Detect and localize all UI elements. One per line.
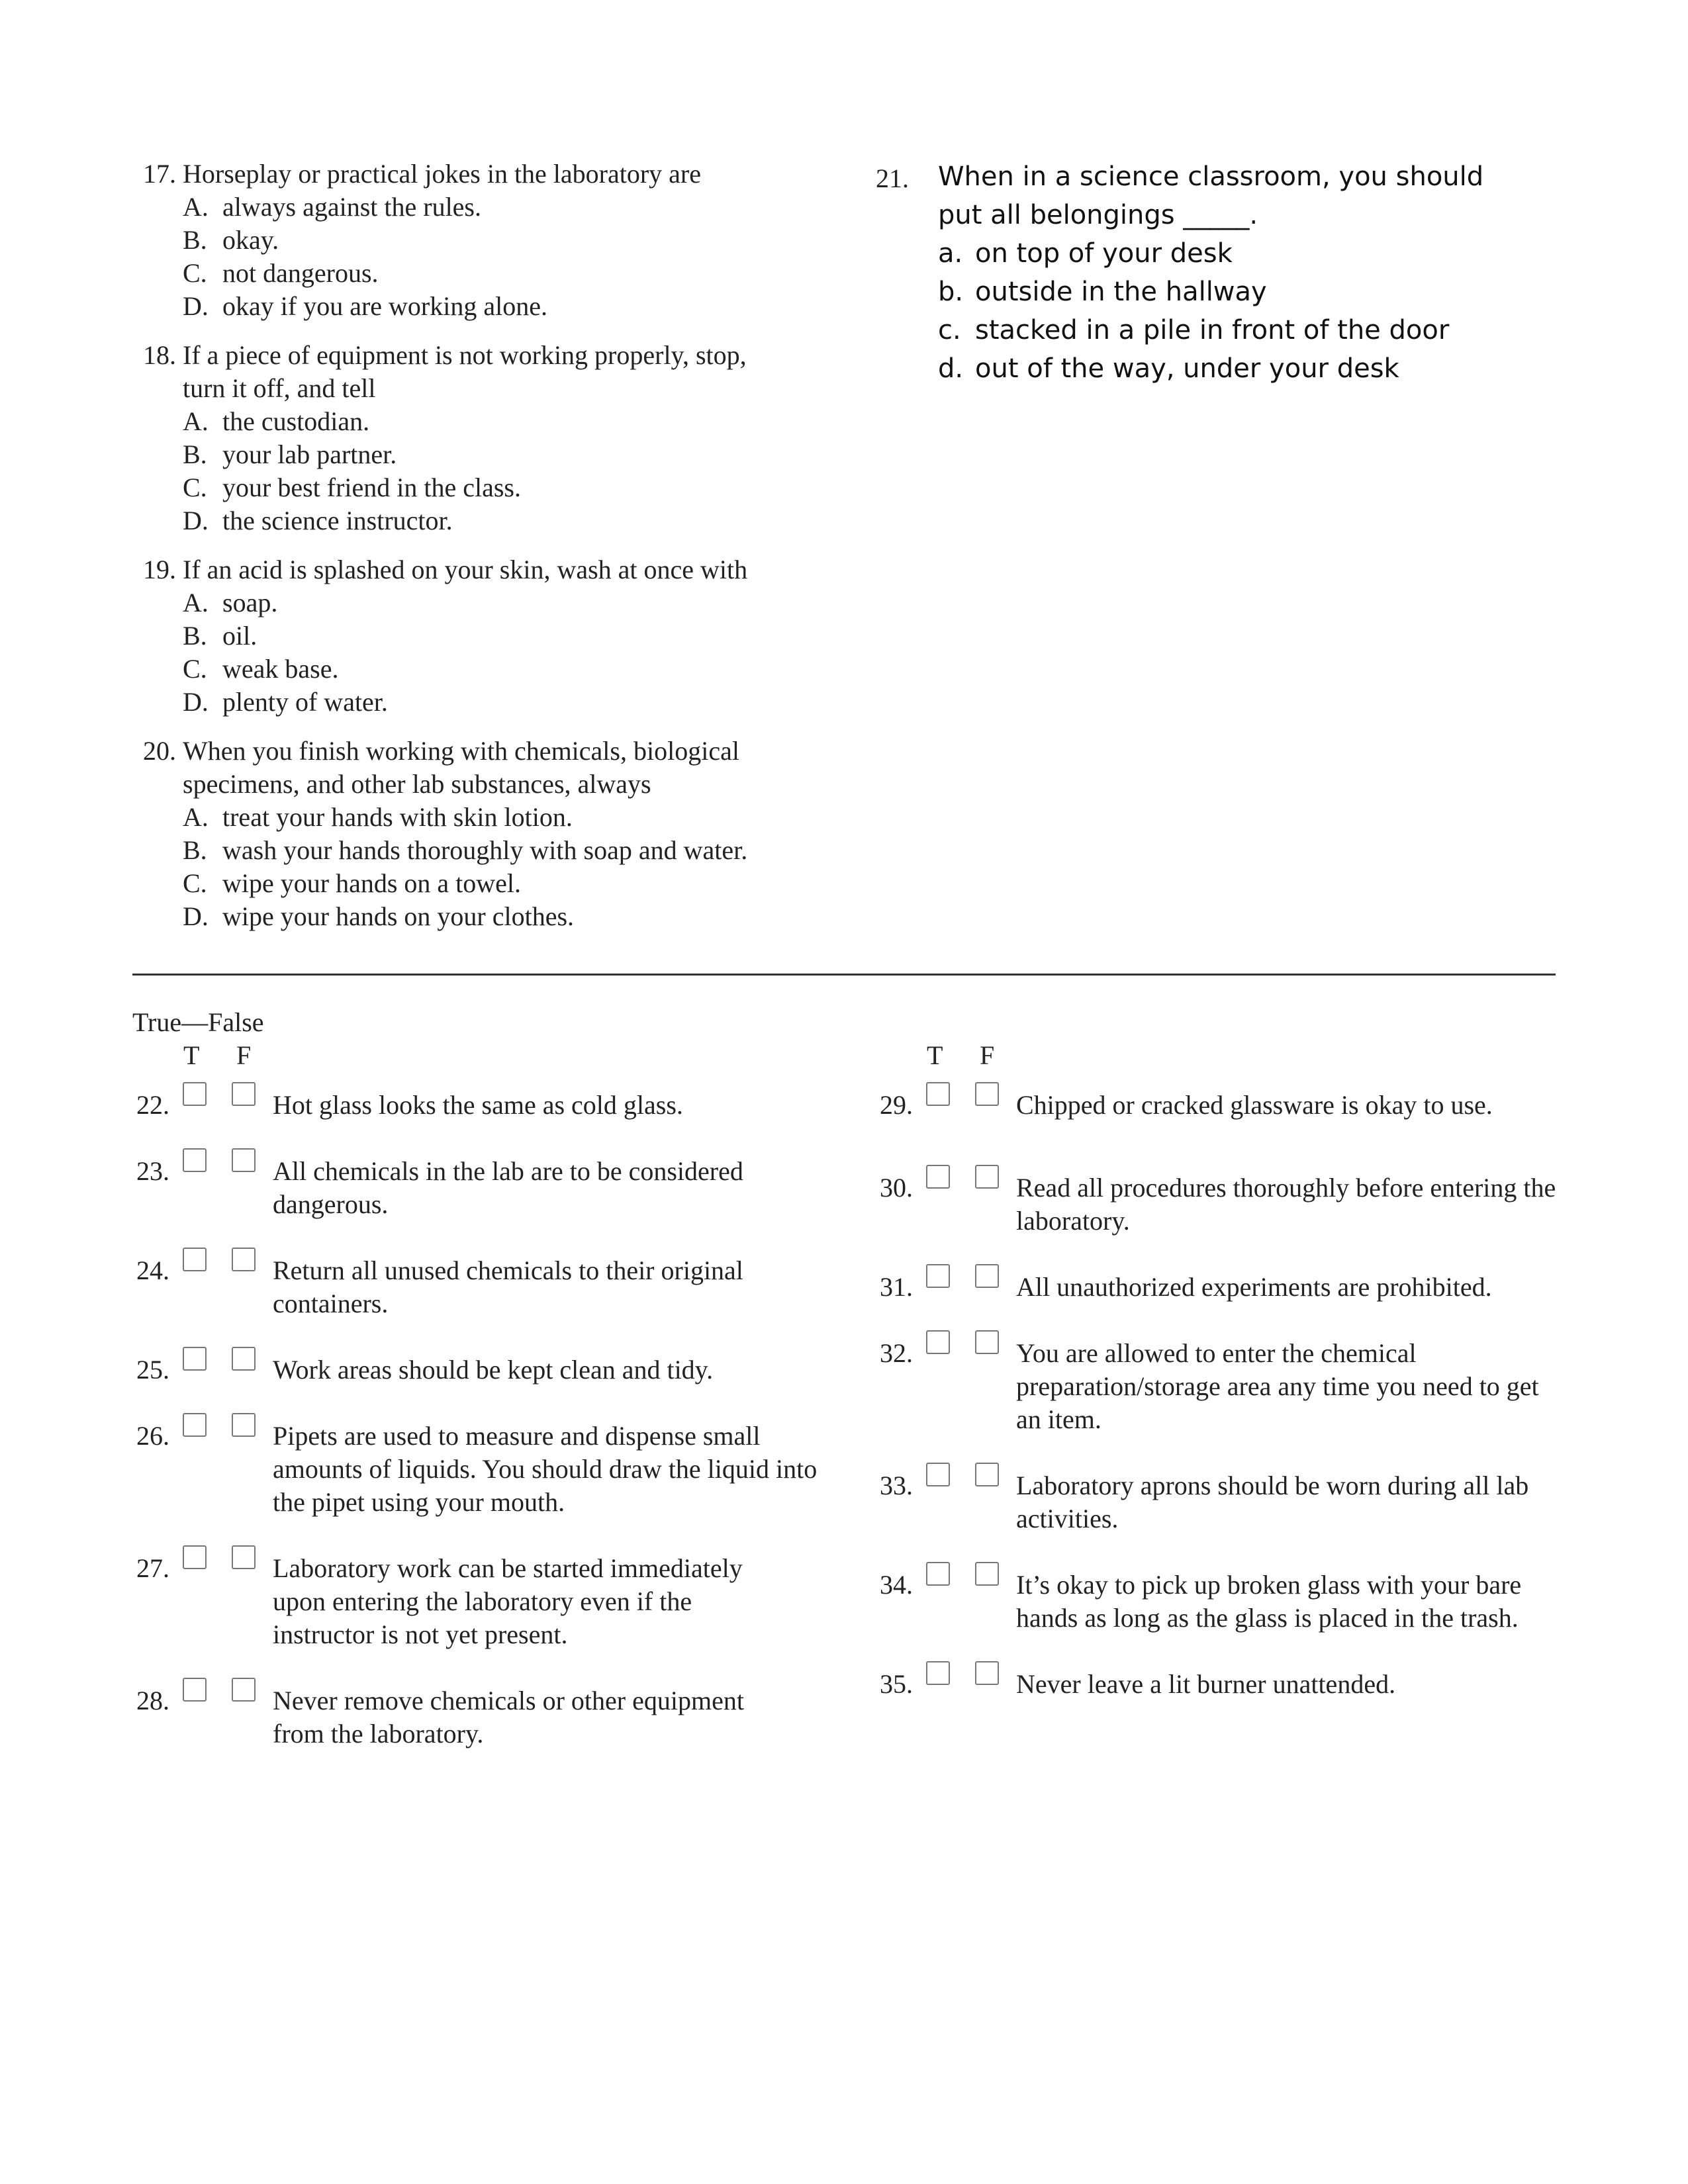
option-letter: d.	[938, 353, 964, 384]
false-checkbox[interactable]	[232, 1413, 256, 1437]
option-letter: A.	[183, 192, 209, 222]
option-text: not dangerous.	[222, 258, 379, 288]
option-text: wipe your hands on your clothes.	[222, 901, 575, 931]
false-checkbox[interactable]	[975, 1082, 999, 1106]
option-letter: a.	[938, 238, 963, 269]
option-letter: C.	[183, 473, 207, 502]
question-number: 18.	[143, 340, 176, 370]
option-letter: D.	[183, 291, 209, 321]
option-letter: A.	[183, 588, 209, 617]
false-checkbox[interactable]	[975, 1330, 999, 1354]
statement-text: It’s okay to pick up broken glass with your bare hands as long as the glass is placed in the trash.	[1016, 1570, 1522, 1633]
option-text: oil.	[222, 621, 258, 651]
statement-text: Pipets are used to measure and dispense small amounts of liquids. You should draw the liquid into the pipet using your mouth.	[273, 1421, 818, 1517]
question-number: 21.	[876, 163, 909, 193]
option-letter: B.	[183, 439, 207, 469]
question-number: 17.	[143, 159, 176, 189]
statement-text: Hot glass looks the same as cold glass.	[273, 1090, 683, 1120]
true-false-title: True—False	[132, 1007, 264, 1037]
false-checkbox[interactable]	[232, 1148, 256, 1172]
false-checkbox[interactable]	[232, 1678, 256, 1702]
option-letter: C.	[183, 654, 207, 684]
false-checkbox[interactable]	[975, 1661, 999, 1685]
question-19	[132, 553, 834, 719]
option-letter: b.	[938, 277, 964, 307]
true-checkbox[interactable]	[926, 1082, 950, 1106]
question-stem: If an acid is splashed on your skin, wash at once with	[183, 555, 748, 584]
true-checkbox[interactable]	[926, 1463, 950, 1486]
option-text: wash your hands thoroughly with soap and water.	[222, 835, 748, 865]
statement-text: Never leave a lit burner unattended.	[1016, 1669, 1396, 1699]
true-checkbox[interactable]	[926, 1661, 950, 1685]
true-checkbox[interactable]	[183, 1413, 207, 1437]
question-number: 26.	[136, 1421, 169, 1451]
option-letter: D.	[183, 901, 209, 931]
false-checkbox[interactable]	[232, 1545, 256, 1569]
option-text: outside in the hallway	[975, 277, 1267, 307]
statement-text: All unauthorized experiments are prohibited.	[1016, 1272, 1492, 1302]
option-text: plenty of water.	[222, 687, 388, 717]
option-letter: C.	[183, 258, 207, 288]
option-letter: A.	[183, 802, 209, 832]
false-checkbox[interactable]	[975, 1463, 999, 1486]
question-number: 30.	[880, 1173, 913, 1203]
question-18	[132, 339, 834, 537]
true-checkbox[interactable]	[926, 1165, 950, 1189]
false-checkbox[interactable]	[975, 1165, 999, 1189]
option-letter: c.	[938, 315, 961, 345]
option-text: your best friend in the class.	[222, 473, 521, 502]
question-stem: Horseplay or practical jokes in the laboratory are	[183, 159, 702, 189]
option-text: always against the rules.	[222, 192, 481, 222]
true-checkbox[interactable]	[183, 1545, 207, 1569]
statement-text: Return all unused chemicals to their original containers.	[273, 1255, 743, 1318]
question-number: 27.	[136, 1553, 169, 1583]
option-text: on top of your desk	[975, 238, 1233, 269]
true-checkbox[interactable]	[183, 1148, 207, 1172]
true-checkbox[interactable]	[183, 1347, 207, 1371]
option-text: the custodian.	[222, 406, 370, 436]
option-text: wipe your hands on a towel.	[222, 868, 522, 898]
true-checkbox[interactable]	[183, 1082, 207, 1106]
false-checkbox[interactable]	[975, 1562, 999, 1586]
multiple-choice-section	[132, 158, 834, 949]
true-checkbox[interactable]	[926, 1330, 950, 1354]
false-header: F	[236, 1040, 252, 1070]
question-number: 20.	[143, 736, 176, 766]
option-letter: D.	[183, 506, 209, 535]
option-text: okay.	[222, 225, 279, 255]
section-divider	[132, 974, 1556, 976]
question-number: 25.	[136, 1355, 169, 1385]
question-stem: If a piece of equipment is not working properly, stop, turn it off, and tell	[183, 340, 747, 403]
statement-text: Never remove chemicals or other equipment from the laboratory.	[273, 1686, 744, 1749]
question-number: 32.	[880, 1338, 913, 1368]
question-number: 31.	[880, 1272, 913, 1302]
false-header: F	[980, 1040, 995, 1070]
statement-text: Read all procedures thoroughly before entering the laboratory.	[1016, 1173, 1556, 1236]
statement-text: Chipped or cracked glassware is okay to use.	[1016, 1090, 1493, 1120]
statement-text: Laboratory work can be started immediately upon entering the laboratory even if the instructor is not yet present.	[273, 1553, 743, 1649]
question-number: 23.	[136, 1156, 169, 1186]
false-checkbox[interactable]	[975, 1264, 999, 1288]
true-header: T	[927, 1040, 943, 1070]
option-text: out of the way, under your desk	[975, 353, 1399, 384]
option-text: the science instructor.	[222, 506, 453, 535]
statement-text: Laboratory aprons should be worn during all lab activities.	[1016, 1471, 1529, 1533]
question-number: 33.	[880, 1471, 913, 1500]
false-checkbox[interactable]	[232, 1082, 256, 1106]
option-text: weak base.	[222, 654, 339, 684]
true-checkbox[interactable]	[183, 1678, 207, 1702]
option-letter: C.	[183, 868, 207, 898]
question-number: 35.	[880, 1669, 913, 1699]
question-number: 24.	[136, 1255, 169, 1285]
true-checkbox[interactable]	[926, 1264, 950, 1288]
option-text: stacked in a pile in front of the door	[975, 315, 1450, 345]
option-text: okay if you are working alone.	[222, 291, 547, 321]
option-letter: B.	[183, 225, 207, 255]
statement-text: Work areas should be kept clean and tidy.	[273, 1355, 714, 1385]
option-text: soap.	[222, 588, 278, 617]
question-number: 22.	[136, 1090, 169, 1120]
option-letter: D.	[183, 687, 209, 717]
statement-text: You are allowed to enter the chemical preparation/storage area any time you need to get an item.	[1016, 1338, 1539, 1434]
option-letter: B.	[183, 621, 207, 651]
question-17	[132, 158, 834, 323]
question-number: 29.	[880, 1090, 913, 1120]
question-20	[132, 735, 834, 933]
question-number: 19.	[143, 555, 176, 584]
question-stem: When you finish working with chemicals, biological specimens, and other lab substances, always	[183, 736, 739, 799]
true-checkbox[interactable]	[926, 1562, 950, 1586]
question-number: 28.	[136, 1686, 169, 1715]
option-letter: B.	[183, 835, 207, 865]
statement-text: All chemicals in the lab are to be considered dangerous.	[273, 1156, 743, 1219]
question-number: 34.	[880, 1570, 913, 1600]
false-checkbox[interactable]	[232, 1248, 256, 1271]
false-checkbox[interactable]	[232, 1347, 256, 1371]
true-header: T	[183, 1040, 200, 1070]
option-text: treat your hands with skin lotion.	[222, 802, 573, 832]
option-letter: A.	[183, 406, 209, 436]
true-checkbox[interactable]	[183, 1248, 207, 1271]
question-stem: When in a science classroom, you should put all belongings _____.	[938, 161, 1484, 230]
option-text: your lab partner.	[222, 439, 397, 469]
